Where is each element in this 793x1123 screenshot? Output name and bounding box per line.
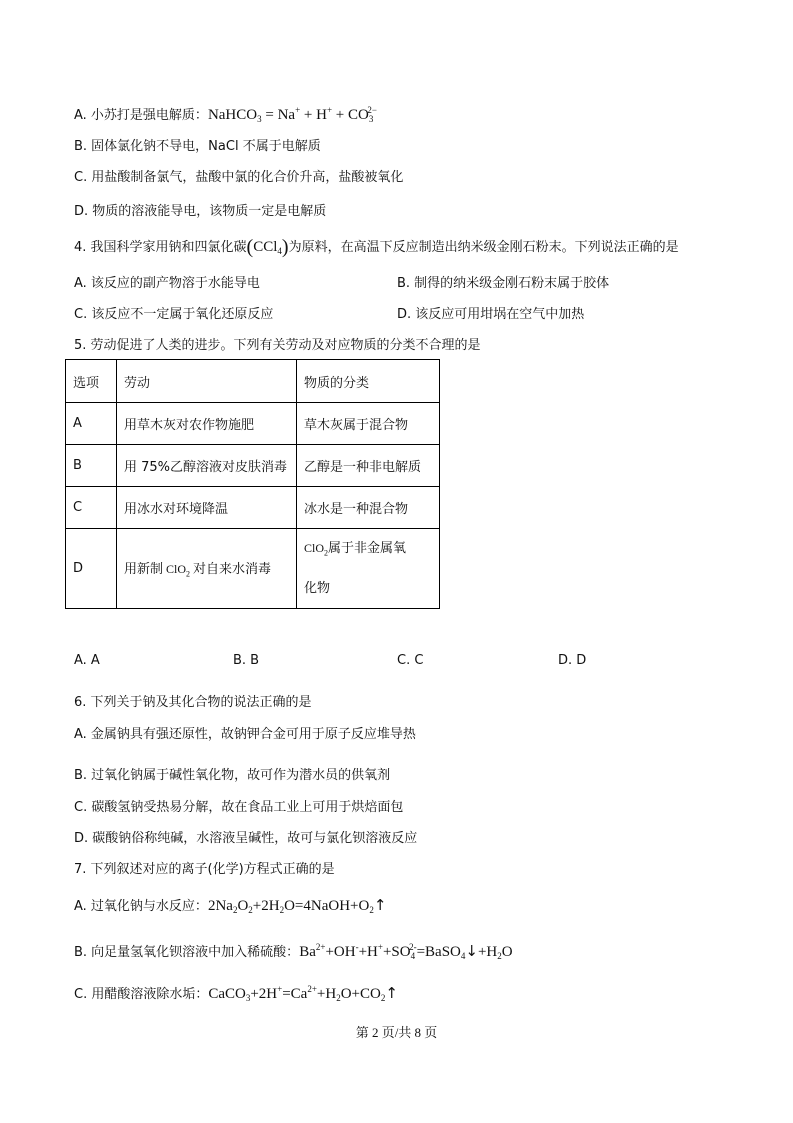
table-cell: C [66,487,117,529]
page-footer: 第 2 页/共 8 页 [355,1025,438,1040]
table-row [66,445,440,487]
q4-stem: 4. 我国科学家用钠和四氯化碳(CCl$_4$)为原料，在高温下反应制造出纳米级金刚石粉末。下列说法正确的是 [74,236,679,258]
q6-option-b: B. 过氧化钠属于碱性氧化物，故可作为潜水员的供氧剂 [74,768,391,783]
up-arrow-icon: ↑ [373,896,387,914]
q6-option-d: D. 碳酸钠俗称纯碱，水溶液呈碱性，故可与氯化钡溶液反应 [74,831,418,846]
q5-table [65,359,440,609]
table-header-row [66,360,440,403]
table-cell: 冰水是一种混合物 [297,487,440,529]
q3-option-c: C. 用盐酸制备氯气，盐酸中氯的化合价升高，盐酸被氧化 [74,170,404,185]
table-cell: 乙醇是一种非电解质 [297,445,440,487]
table-cell: D [66,529,117,609]
table-header-cell: 选项 [66,360,117,403]
table-cell: ClO$_2$属于非金属氧 化物 [297,529,440,609]
q6-option-c: C. 碳酸氢钠受热易分解，故在食品工业上可用于烘焙面包 [74,800,404,815]
table-header-cell: 劳动 [117,360,297,403]
q5-stem: 5. 劳动促进了人类的进步。下列有关劳动及对应物质的分类不合理的是 [74,338,481,353]
q4-option-c: C. 该反应不一定属于氧化还原反应 [74,307,274,322]
q4-option-d: D. 该反应可用坩埚在空气中加热 [397,307,585,322]
table-cell: 用冰水对环境降温 [117,487,297,529]
table-cell: 用新制 ClO$_2$ 对自来水消毒 [117,529,297,609]
table-row [66,529,440,609]
q3-option-a-formula: NaHCO$_3$ = $Na^+ + H^+ + CO_3^{2-}$ [207,105,377,124]
q7-option-c: C. 用醋酸溶液除水垢：$CaCO_3+2H^+=Ca^{2+}+H_2O+CO_2↑$ [74,984,398,1003]
q7-option-a: A. 过氧化钠与水反应：$2Na_2O_2+2H_2O=4NaOH+O_2↑$ [74,896,387,915]
q5-option-a: A. A [74,653,100,668]
table-cell: 草木灰属于混合物 [297,403,440,445]
up-arrow-icon: ↑ [385,984,398,1002]
clo2-formula: ClO$_2$ [304,540,329,558]
q6-option-a: A. 金属钠具有强还原性，故钠钾合金可用于原子反应堆导热 [74,727,416,742]
table-cell: 用草木灰对农作物施肥 [117,403,297,445]
q3-option-a: A. 小苏打是强电解质：NaHCO$_3$ = $Na^+ + H^+ + CO_3^{2-}$ [74,105,377,124]
down-arrow-icon: ↓ [465,942,478,960]
q4-formula: CCl$_4$ [253,239,282,256]
q6-stem: 6. 下列关于钠及其化合物的说法正确的是 [74,695,312,710]
q4-option-a: A. 该反应的副产物溶于水能导电 [74,276,260,291]
table-cell: B [66,445,117,487]
clo2-formula: ClO$_2$ [163,562,191,579]
q5-option-d: D. D [558,653,587,668]
table-header-cell: 物质的分类 [297,360,440,403]
q7-option-b-formula: $Ba^{2+}+OH^-+H^++SO_4^{2-}=BaSO_4$ [299,942,466,961]
q5-option-b: B. B [233,653,260,668]
table-cell: 用 75%乙醇溶液对皮肤消毒 [117,445,297,487]
q7-option-c-formula: $CaCO_3+2H^+=Ca^{2+}+H_2O+CO_2$ [208,984,386,1003]
table-cell: A [66,403,117,445]
q3-option-d: D. 物质的溶液能导电，该物质一定是电解质 [74,204,327,219]
table-row [66,487,440,529]
q5-option-c: C. C [397,653,424,668]
q7-option-b: B. 向足量氢氧化钡溶液中加入稀硫酸：$Ba^{2+}+OH^-+H^++SO_4^{2-}=BaSO_4↓+H_2O$ [74,942,513,961]
q3-option-b: B. 固体氯化钠不导电，NaCl 不属于电解质 [74,139,321,154]
table-row [66,403,440,445]
q7-option-a-formula: $2Na_2O_2+2H_2O=4NaOH+O_2$ [207,898,374,915]
q7-stem: 7. 下列叙述对应的离子(化学)方程式正确的是 [74,862,335,877]
q4-option-b: B. 制得的纳米级金刚石粉末属于胶体 [397,276,610,291]
